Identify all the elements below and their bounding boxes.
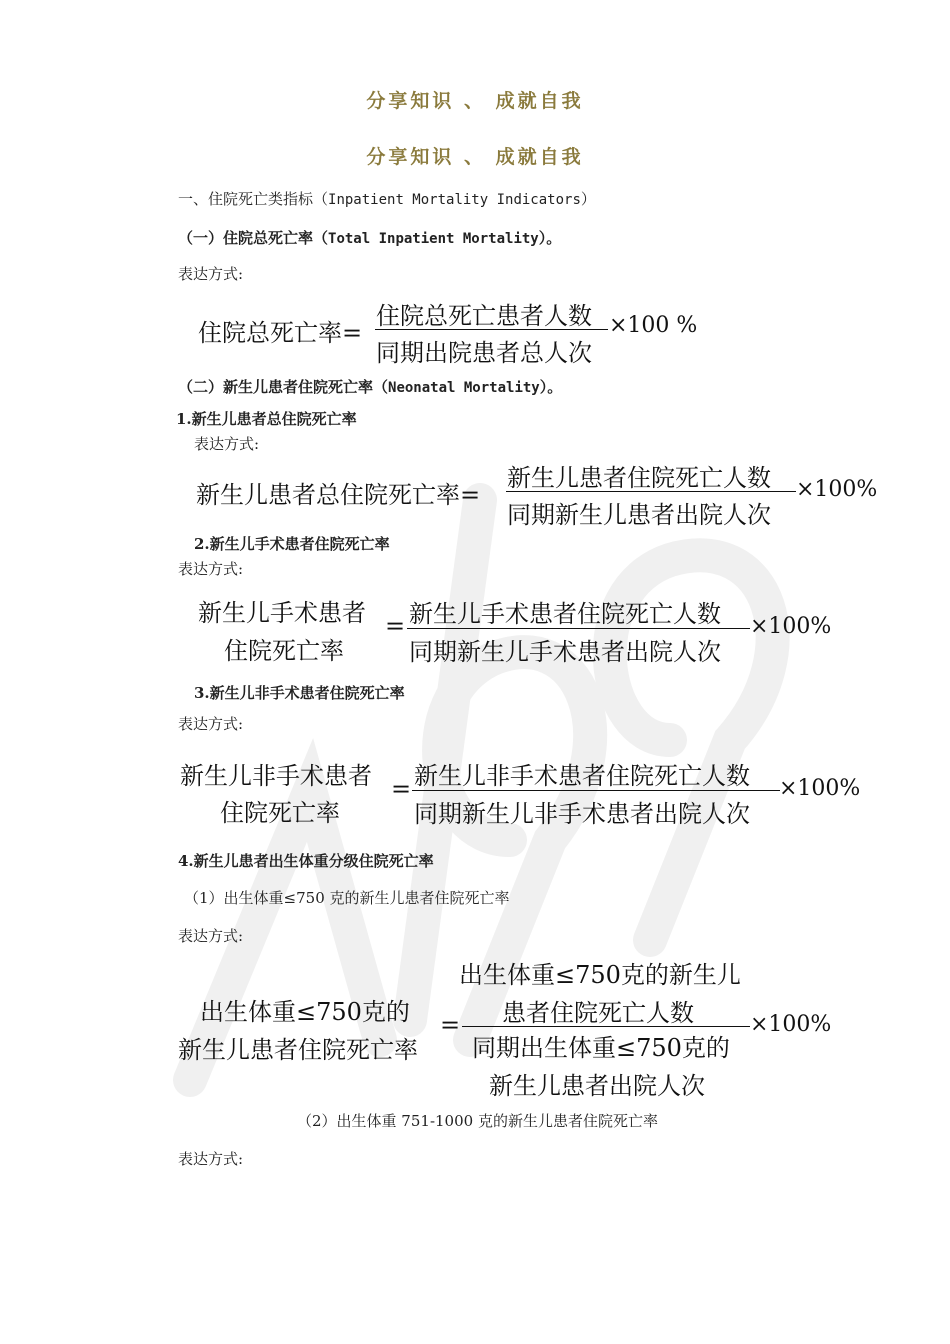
fraction-bar — [462, 1026, 750, 1027]
formula-lhs-line2: 新生儿患者住院死亡率 — [178, 1036, 418, 1064]
formula-numerator-line2: 患者住院死亡人数 — [502, 999, 694, 1027]
fraction-bar — [407, 628, 750, 629]
formula-denominator-line1: 同期出生体重≤750克的 — [472, 1034, 730, 1062]
subsection-item: （2）出生体重 751-1000 克的新生儿患者住院死亡率 — [297, 1112, 658, 1130]
item-heading-en: Neonatal Mortality — [388, 380, 540, 396]
item-heading-suffix: ）。 — [539, 378, 563, 396]
formula-denominator-line2: 新生儿患者出院人次 — [489, 1072, 705, 1100]
formula-numerator: 住院总死亡患者人数 — [376, 302, 592, 330]
formula-multiplier: ×100% — [779, 776, 861, 801]
item-heading — [178, 227, 561, 248]
formula-equals: = — [385, 612, 406, 640]
formula-denominator: 同期新生儿非手术患者出院人次 — [414, 800, 750, 828]
formula-numerator-line1: 出生体重≤750克的新生儿 — [459, 961, 741, 989]
subsection-title: 1.新生儿患者总住院死亡率 — [176, 410, 357, 428]
formula-denominator: 同期新生儿手术患者出院人次 — [409, 638, 721, 666]
formula-lhs-line2: 住院死亡率 — [224, 637, 344, 665]
item-heading-prefix: （二）新生儿患者住院死亡率（ — [178, 378, 389, 396]
fraction-bar — [375, 329, 608, 330]
expression-label: 表达方式: — [178, 265, 244, 283]
formula-multiplier: ×100 % — [609, 313, 698, 338]
formula-numerator: 新生儿非手术患者住院死亡人数 — [414, 762, 750, 790]
header-banner: 分享知识 、 成就自我 — [366, 146, 584, 168]
formula-denominator: 同期出院患者总人次 — [376, 339, 592, 367]
section-heading — [178, 188, 596, 209]
subsection-item: （1）出生体重≤750 克的新生儿患者住院死亡率 — [184, 889, 510, 907]
expression-label: 表达方式: — [178, 715, 244, 733]
fraction-bar — [506, 491, 796, 492]
formula-multiplier: ×100% — [750, 1012, 832, 1037]
section-heading-prefix: 一、住院死亡类指标（ — [178, 190, 329, 208]
formula-equals: = — [440, 1011, 461, 1039]
formula-multiplier: ×100% — [750, 614, 832, 639]
formula-lhs-line2: 住院死亡率 — [220, 799, 340, 827]
item-heading — [178, 376, 562, 397]
item-heading-suffix: ）。 — [538, 229, 562, 247]
formula-denominator: 同期新生儿患者出院人次 — [507, 501, 771, 529]
formula-lhs-line1: 新生儿非手术患者 — [180, 762, 372, 790]
subsection-title: 2.新生儿手术患者住院死亡率 — [194, 535, 390, 553]
expression-label: 表达方式: — [178, 927, 244, 945]
formula-lhs-line1: 新生儿手术患者 — [198, 599, 366, 627]
section-heading-suffix: ） — [580, 190, 596, 208]
subsection-title: 4.新生儿患者出生体重分级住院死亡率 — [178, 852, 434, 870]
formula-equals: = — [391, 775, 412, 803]
item-heading-en: Total Inpatient Mortality — [328, 231, 539, 247]
formula-lhs-line1: 出生体重≤750克的 — [200, 998, 410, 1026]
expression-label: 表达方式: — [194, 435, 260, 453]
formula-numerator: 新生儿手术患者住院死亡人数 — [409, 600, 721, 628]
formula-lhs: 住院总死亡率= — [198, 319, 363, 347]
expression-label: 表达方式: — [178, 560, 244, 578]
header-banner: 分享知识 、 成就自我 — [366, 90, 584, 112]
expression-label: 表达方式: — [178, 1150, 244, 1168]
formula-numerator: 新生儿患者住院死亡人数 — [507, 464, 771, 492]
subsection-title: 3.新生儿非手术患者住院死亡率 — [194, 684, 405, 702]
fraction-bar — [412, 790, 780, 791]
item-heading-prefix: （一）住院总死亡率（ — [178, 229, 329, 247]
formula-lhs: 新生儿患者总住院死亡率= — [196, 481, 481, 509]
section-heading-en: Inpatient Mortality Indicators — [328, 192, 581, 208]
formula-multiplier: ×100% — [796, 477, 878, 502]
